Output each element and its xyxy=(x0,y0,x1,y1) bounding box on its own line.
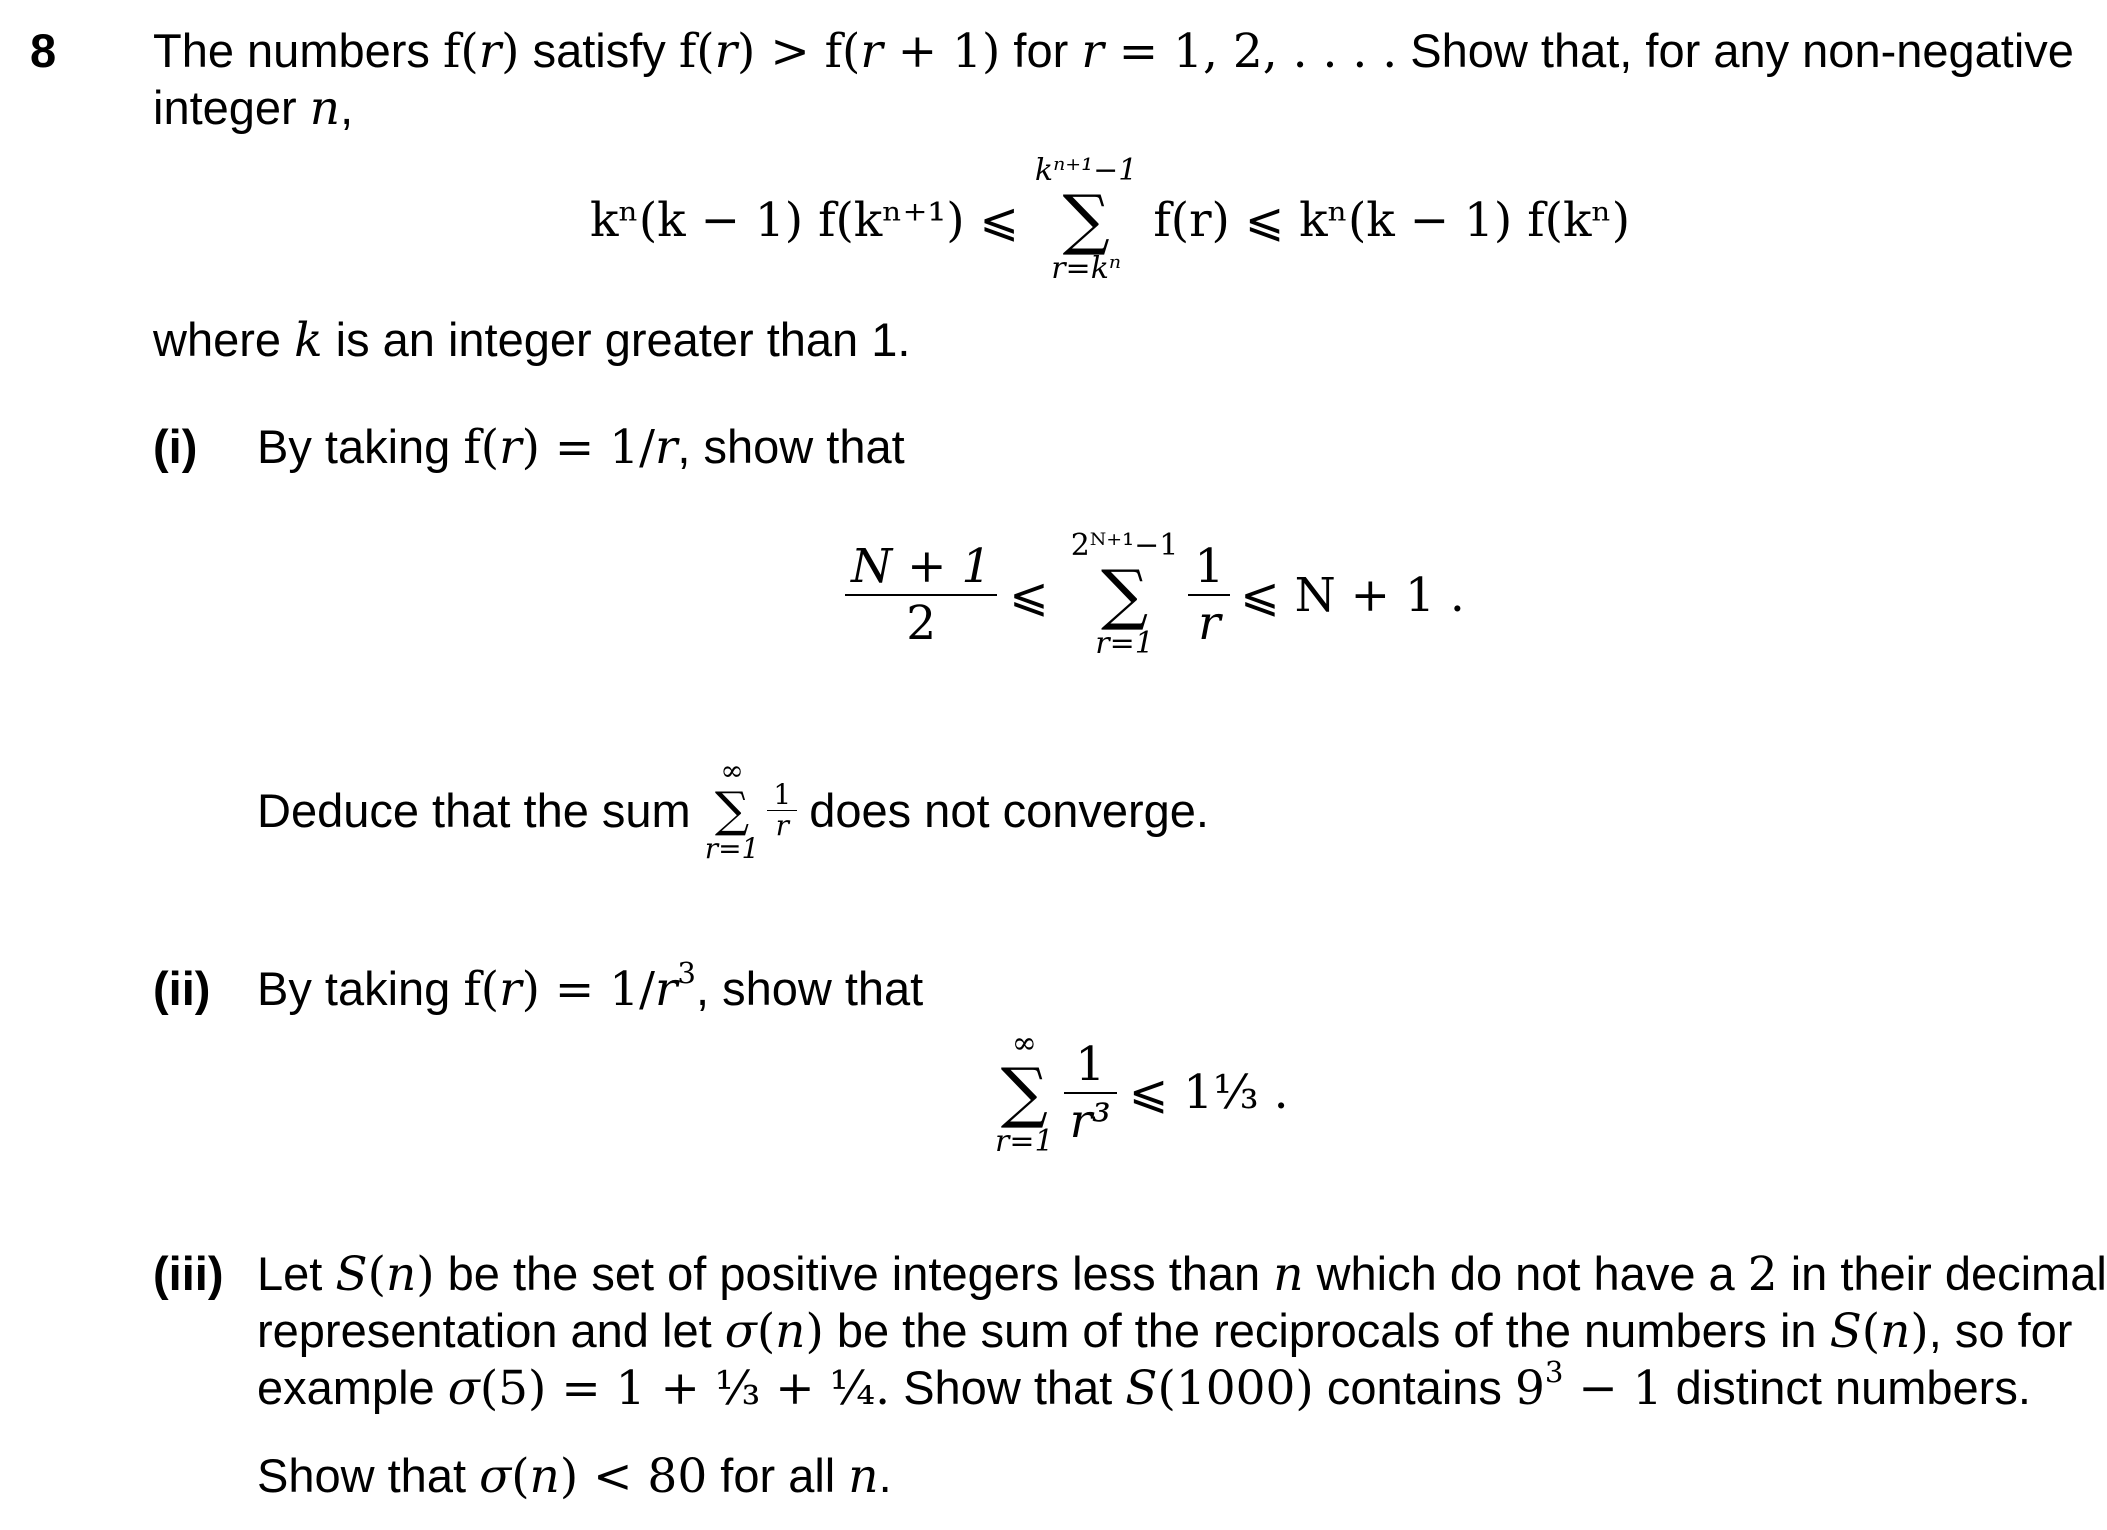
part-ii-label: (ii) xyxy=(153,962,211,1015)
where-text: where k is an integer greater than 1. xyxy=(153,313,911,368)
part-ii-text: By taking $f(r) = 1/r^3$, show that xyxy=(257,956,924,1017)
fraction: $\frac{N + 1}{2}$ xyxy=(845,539,997,651)
part-iii-line-2: representation and let σ(n) be the sum of the reciprocals of the numbers in S(n), so for xyxy=(257,1304,2073,1359)
part-i-deduce: Deduce that the sum ∞ ∑ r=1 $\frac{1}{r}$ does not converge. xyxy=(257,754,1209,865)
main-inequality-left: kⁿ(k − 1) f(kⁿ⁺¹) ⩽ xyxy=(590,192,1019,248)
question-number: 8 xyxy=(30,24,57,77)
main-inequality xyxy=(590,140,1630,300)
sigma-sum: kⁿ⁺¹−1 ∑ r=kⁿ xyxy=(1034,153,1138,286)
fraction: $\frac{1}{\text{r³}}$ xyxy=(1064,1037,1117,1149)
sigma-sum: 2ᴺ⁺¹−1 ∑ r=1 xyxy=(1070,528,1179,661)
fraction: $\frac{1}{r}$ xyxy=(767,780,797,841)
intro-line-1: The numbers f(r) satisfy f(r) > f(r + 1) for r = 1, 2, . . . . Show that, for any non-negative xyxy=(153,24,2074,79)
sigma-sum: ∞ ∑ r=1 xyxy=(704,754,760,865)
part-iii-label: (iii) xyxy=(153,1247,224,1300)
part-i-label: (i) xyxy=(153,420,198,473)
fraction: $\frac{1}{r}$ xyxy=(1188,539,1230,651)
part-iii-line-3: example σ(5) = 1 + ⅓ + ¼. Show that S(1000) contains $9^3 - 1$ distinct numbers. xyxy=(257,1355,2031,1416)
main-inequality-right: f(r) ⩽ kⁿ(k − 1) f(kⁿ) xyxy=(1153,192,1631,248)
part-i-inequality: $\frac{N + 1}{2}$ ⩽ 2ᴺ⁺¹−1 ∑ r=1 $\frac{1}{r}$ ⩽ N + 1 . xyxy=(845,510,1465,680)
intro-line-2: integer n, xyxy=(153,81,354,136)
sigma-sum: ∞ ∑ r=1 xyxy=(995,1025,1054,1159)
part-ii-inequality: ∞ ∑ r=1 $\frac{1}{\text{r³}}$ ⩽ 1⅓ . xyxy=(995,1025,1289,1159)
part-iii-line-1: Let S(n) be the set of positive integers less than n which do not have a 2 in their decimal xyxy=(257,1247,2107,1302)
part-iii-final: Show that σ(n) < 80 for all n. xyxy=(257,1449,892,1504)
part-i-text: By taking f(r) = 1/r, show that xyxy=(257,420,905,475)
